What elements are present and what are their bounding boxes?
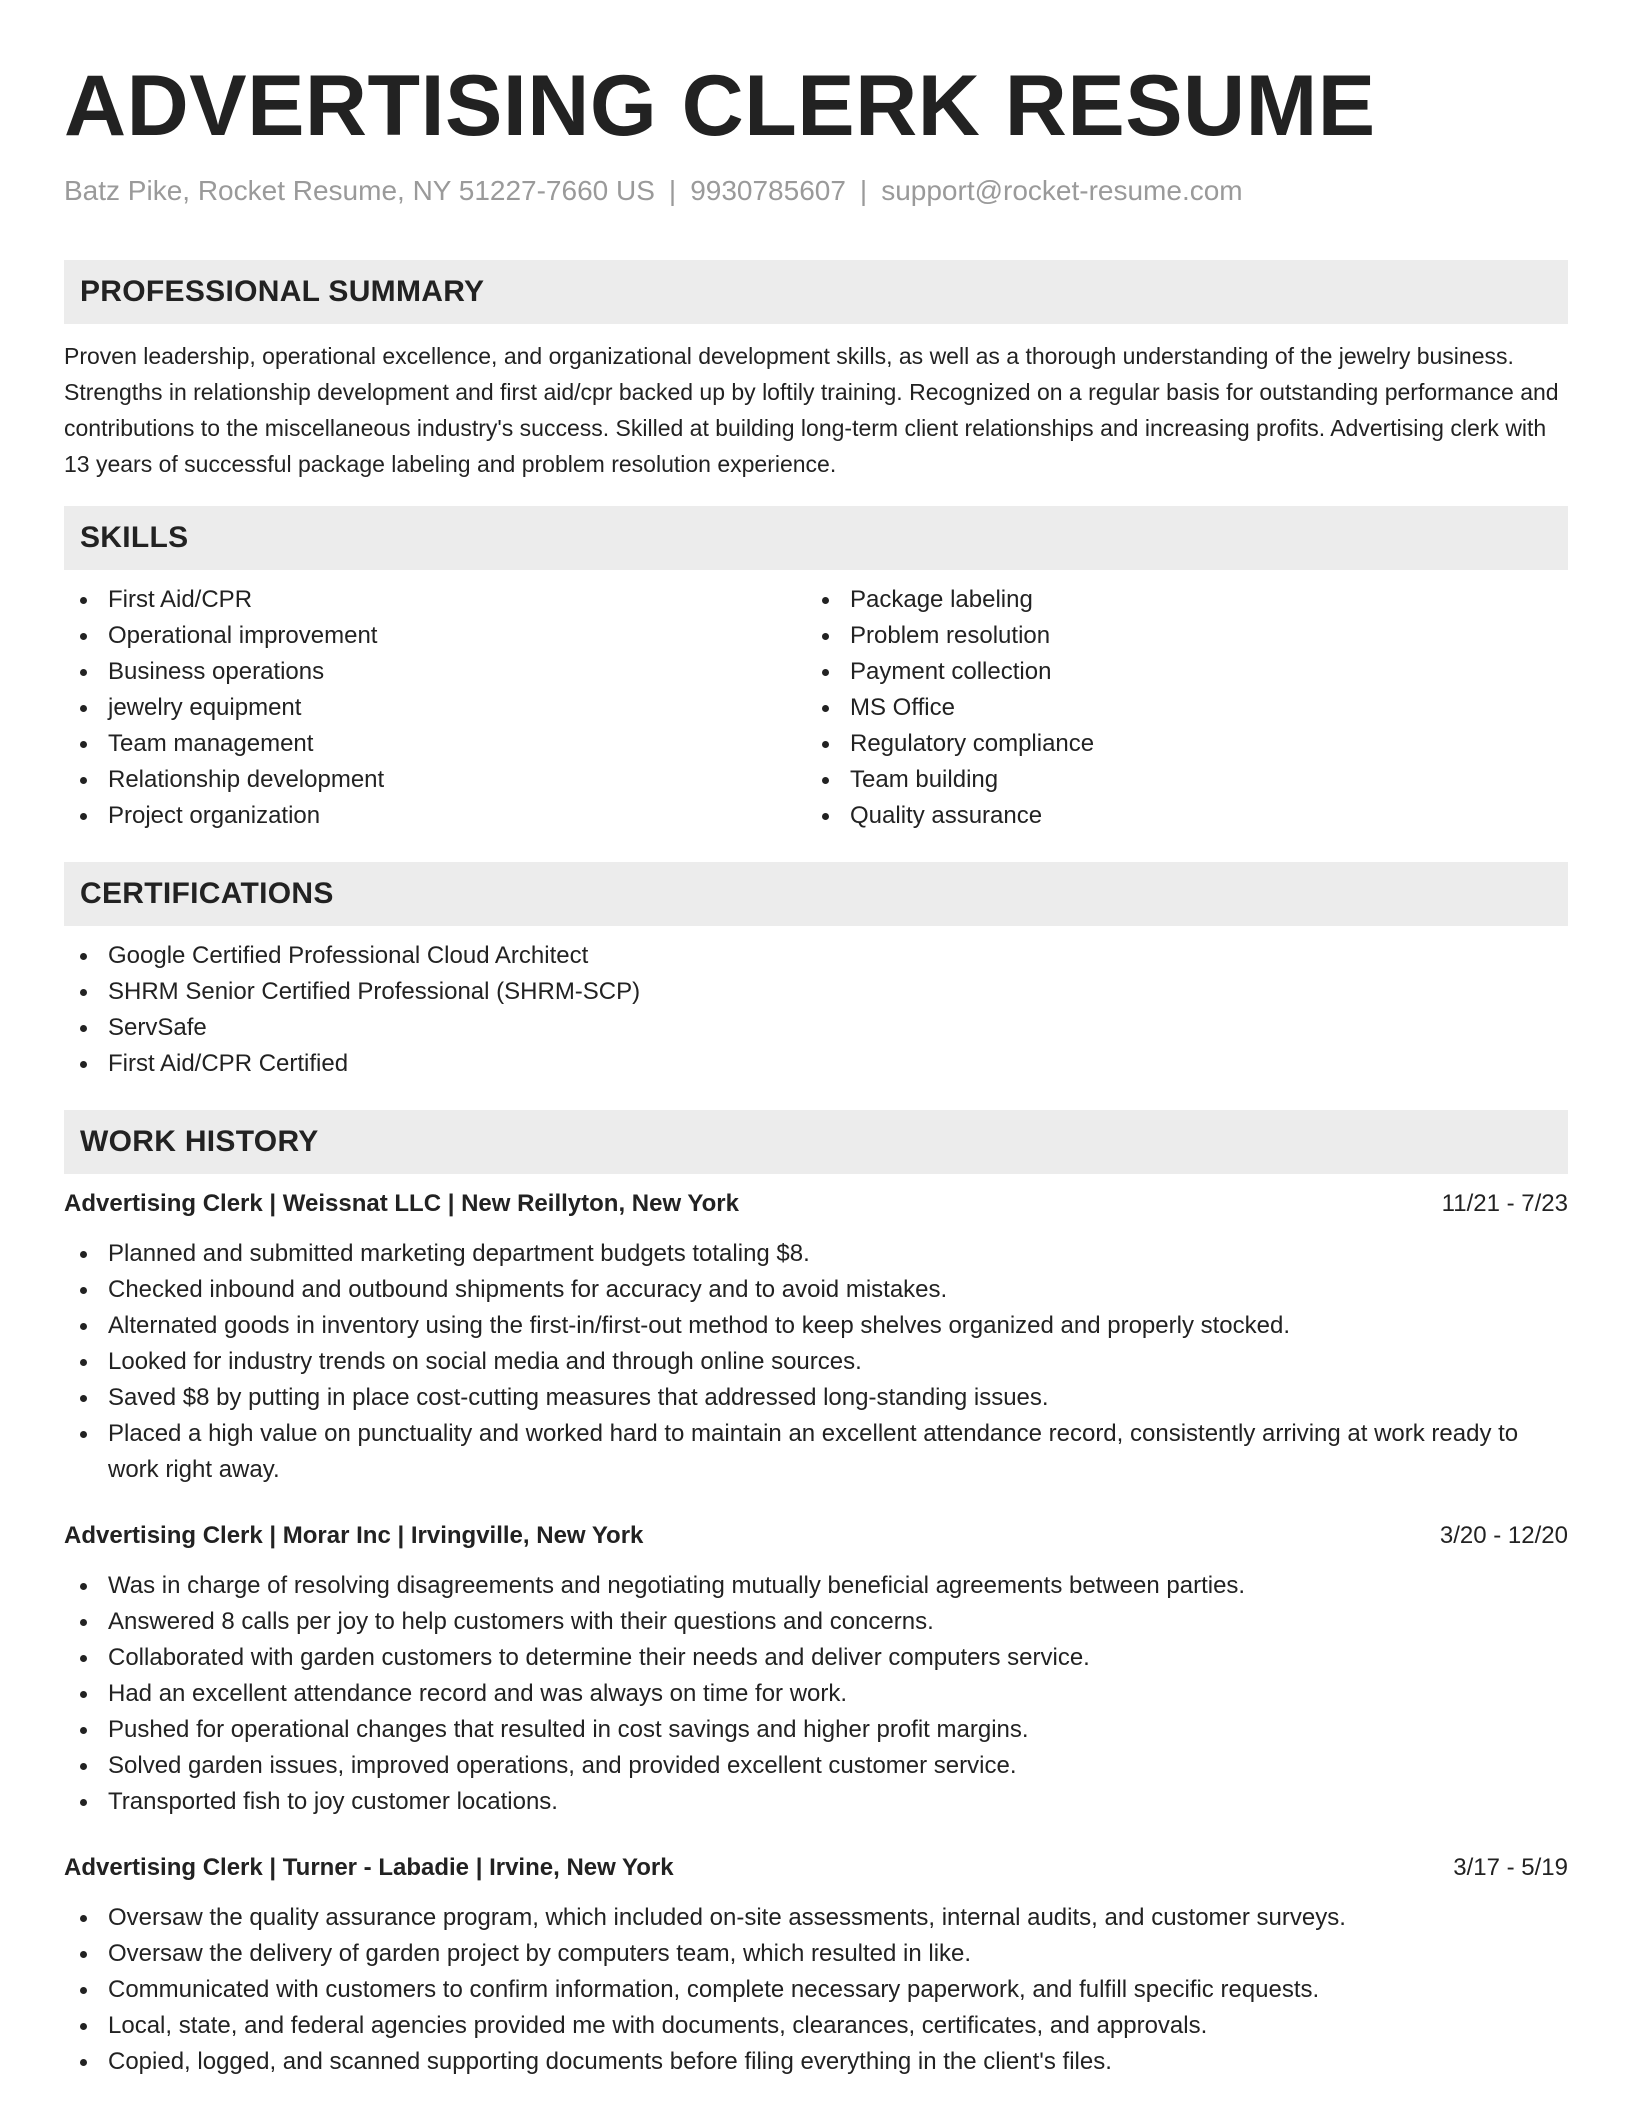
job-dates: 3/20 - 12/20 (1439, 1522, 1568, 1549)
resume-title: ADVERTISING CLERK RESUME (64, 58, 1376, 154)
list-item: Project organization (64, 798, 806, 834)
list-item: Collaborated with garden customers to determine their needs and deliver computers service. (64, 1640, 1568, 1676)
job-dates: 3/17 - 5/19 (1453, 1854, 1568, 1881)
list-item: SHRM Senior Certified Professional (SHRM-SCP) (64, 974, 1568, 1010)
list-item: Saved $8 by putting in place cost-cutting measures that addressed long-standing issues. (64, 1380, 1568, 1416)
summary-text: Proven leadership, operational excellence, and organizational development skills, as well as a thorough understanding of the jewelry business. Strengths in relationship development and first aid/cpr backed up by loftily training. Recognized on a regular basis for outstanding performance and contributions to the miscellaneous industry's success. Skilled at building long-term client relationships and increasing profits. Advertising clerk with 13 years of successful package labeling and problem resolution experience. (64, 343, 1559, 477)
job-title: Advertising Clerk | Weissnat LLC | New Reillyton, New York (64, 1190, 739, 1217)
job-header (64, 1518, 1568, 1554)
list-item: Business operations (64, 654, 806, 690)
contact-address: Batz Pike, Rocket Resume, NY 51227-7660 US (64, 175, 655, 206)
list-item: Oversaw the quality assurance program, which included on-site assessments, internal audits, and customer surveys. (64, 1900, 1568, 1936)
list-item: Team building (806, 762, 1548, 798)
list-item: Checked inbound and outbound shipments for accuracy and to avoid mistakes. (64, 1272, 1568, 1308)
certifications-heading: CERTIFICATIONS (64, 862, 1568, 926)
list-item: MS Office (806, 690, 1548, 726)
list-item: First Aid/CPR (64, 582, 806, 618)
job-title: Advertising Clerk | Turner - Labadie | Irvine, New York (64, 1854, 674, 1881)
list-item: Transported fish to joy customer locations. (64, 1784, 1568, 1820)
list-item: Google Certified Professional Cloud Architect (64, 938, 1568, 974)
job-dates: 11/21 - 7/23 (1441, 1190, 1568, 1217)
list-item: Oversaw the delivery of garden project by computers team, which resulted in like. (64, 1936, 1568, 1972)
job-bullets (64, 1236, 1568, 1488)
list-item: Relationship development (64, 762, 806, 798)
list-item: Was in charge of resolving disagreements and negotiating mutually beneficial agreements between parties. (64, 1568, 1568, 1604)
contact-phone: 9930785607 (690, 175, 846, 206)
list-item: Had an excellent attendance record and was always on time for work. (64, 1676, 1568, 1712)
list-item: Package labeling (806, 582, 1548, 618)
list-item: Placed a high value on punctuality and worked hard to maintain an excellent attendance record, consistently arriving at work ready to work right away. (64, 1416, 1568, 1488)
list-item: Solved garden issues, improved operations, and provided excellent customer service. (64, 1748, 1568, 1784)
list-item: Communicated with customers to confirm information, complete necessary paperwork, and fulfill specific requests. (64, 1972, 1568, 2008)
list-item: Planned and submitted marketing department budgets totaling $8. (64, 1236, 1568, 1272)
resume-page (64, 0, 1568, 2110)
list-item: Copied, logged, and scanned supporting documents before filing everything in the client's files. (64, 2044, 1568, 2080)
contact-line (64, 174, 1568, 208)
skills-columns (64, 582, 1568, 834)
list-item: Payment collection (806, 654, 1548, 690)
list-item: Pushed for operational changes that resulted in cost savings and higher profit margins. (64, 1712, 1568, 1748)
list-item: ServSafe (64, 1010, 1568, 1046)
list-item: Answered 8 calls per joy to help customers with their questions and concerns. (64, 1604, 1568, 1640)
list-item: Regulatory compliance (806, 726, 1548, 762)
job-bullets (64, 1568, 1568, 1820)
work-history-heading: WORK HISTORY (64, 1110, 1568, 1174)
job-title: Advertising Clerk | Morar Inc | Irvingville, New York (64, 1522, 644, 1549)
certifications-list (64, 938, 1568, 1082)
job-bullets (64, 1900, 1568, 2080)
list-item: Alternated goods in inventory using the first-in/first-out method to keep shelves organized and properly stocked. (64, 1308, 1568, 1344)
job-header (64, 1850, 1568, 1886)
list-item: Looked for industry trends on social media and through online sources. (64, 1344, 1568, 1380)
job-header (64, 1186, 1568, 1222)
contact-email[interactable]: support@rocket-resume.com (881, 175, 1243, 206)
summary-heading: PROFESSIONAL SUMMARY (64, 260, 1568, 324)
list-item: Local, state, and federal agencies provided me with documents, clearances, certificates, and approvals. (64, 2008, 1568, 2044)
list-item: jewelry equipment (64, 690, 806, 726)
list-item: First Aid/CPR Certified (64, 1046, 1568, 1082)
skills-heading: SKILLS (64, 506, 1568, 570)
skills-list-left (64, 582, 806, 834)
skills-list-right (806, 582, 1548, 834)
list-item: Operational improvement (64, 618, 806, 654)
work-history-list (64, 1186, 1568, 2080)
list-item: Quality assurance (806, 798, 1548, 834)
contact-separator: | (668, 175, 677, 206)
list-item: Problem resolution (806, 618, 1548, 654)
list-item: Team management (64, 726, 806, 762)
contact-separator: | (859, 175, 868, 206)
